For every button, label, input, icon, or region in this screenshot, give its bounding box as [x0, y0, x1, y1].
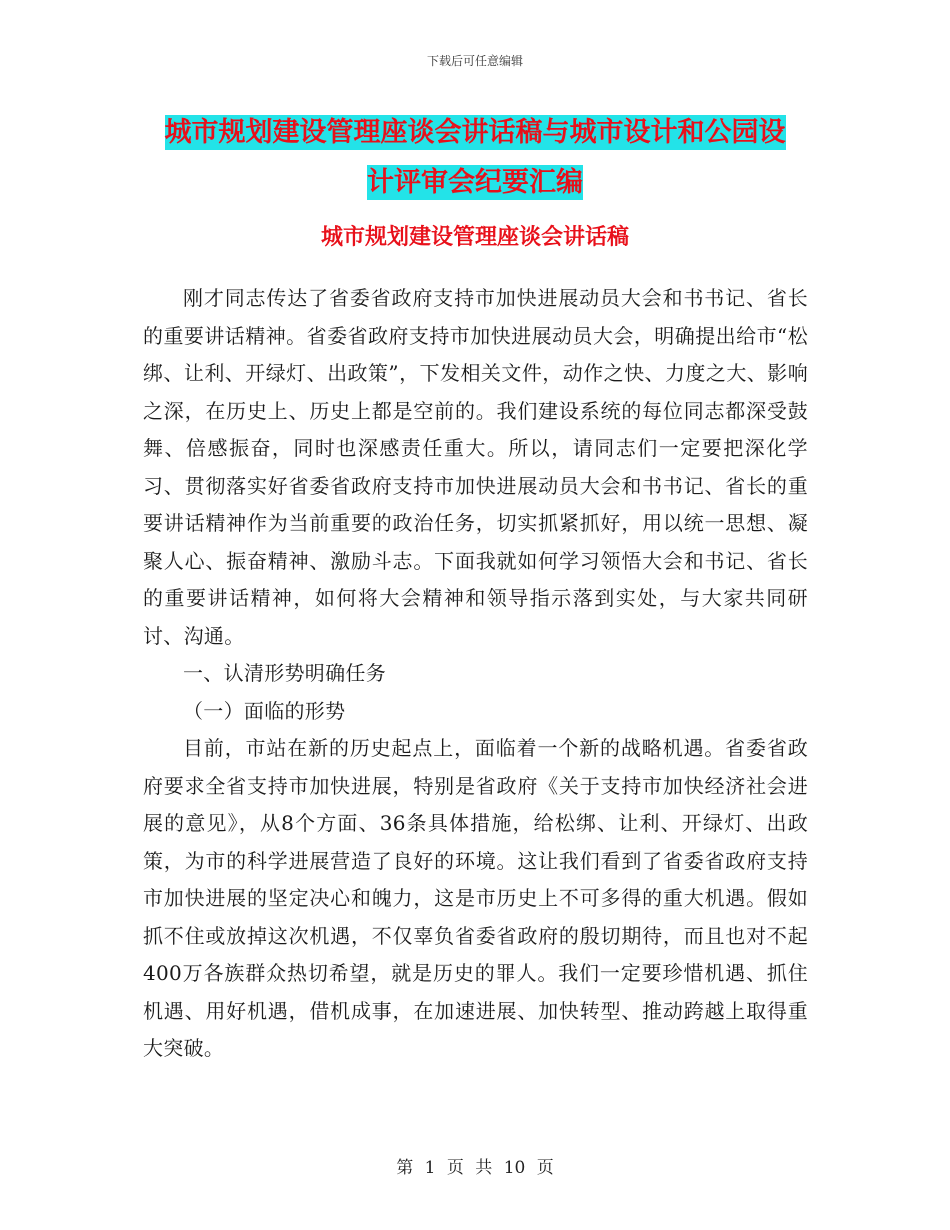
header-note: 下载后可任意编辑: [426, 54, 523, 68]
page-footer: 第 1 页 共 10 页: [396, 1158, 554, 1178]
paragraph: 目前，市站在新的历史起点上，面临着一个新的战略机遇。省委省政府要求全省支持市加快进展，特别是省政府《关于支持市加快经济社会进展的意见》，从8个方面、36条具体措施，给松绑、让利、开绿灯、出政策，为市的科学进展营造了良好的环境。这让我们看到了省委省政府支持市加快进展的坚定决心和魄力，这是市历史上不可多得的重大机遇。假如抓不住或放掉这次机遇，不仅辜负省委省政府的殷切期待，而且也对不起400万各族群众热切希望，就是历史的罪人。我们一定要珍惜机遇、抓住机遇、用好机遇，借机成事，在加速进展、加快转型、推动跨越上取得重大突破。: [143, 736, 808, 1060]
heading-level-2: （一）面临的形势: [183, 698, 346, 723]
body-text: [143, 280, 808, 1068]
title-line-2: 计评审会纪要汇编: [367, 167, 583, 198]
heading-level-1: 一、认清形势明确任务: [183, 661, 386, 685]
section-title: 城市规划建设管理座谈会讲话稿: [320, 224, 629, 250]
paragraph: 刚才同志传达了省委省政府支持市加快进展动员大会和书书记、省长的重要讲话精神。省委省政府支持市加快进展动员大会，明确提出给市“松绑、让利、开绿灯、出政策”，下发相关文件，动作之快、力度之大、影响之深，在历史上、历史上都是空前的。我们建设系统的每位同志都深受鼓舞、倍感振奋，同时也深感责任重大。所以，请同志们一定要把深化学习、贯彻落实好省委省政府支持市加快进展动员大会和书书记、省长的重要讲话精神作为当前重要的政治任务，切实抓紧抓好，用以统一思想、凝聚人心、振奋精神、激励斗志。下面我就如何学习领悟大会和书记、省长的重要讲话精神，如何将大会精神和领导指示落到实处，与大家共同研讨、沟通。: [143, 286, 808, 648]
document-title: [140, 108, 810, 208]
title-line-1: 城市规划建设管理座谈会讲话稿与城市设计和公园设: [164, 117, 786, 148]
